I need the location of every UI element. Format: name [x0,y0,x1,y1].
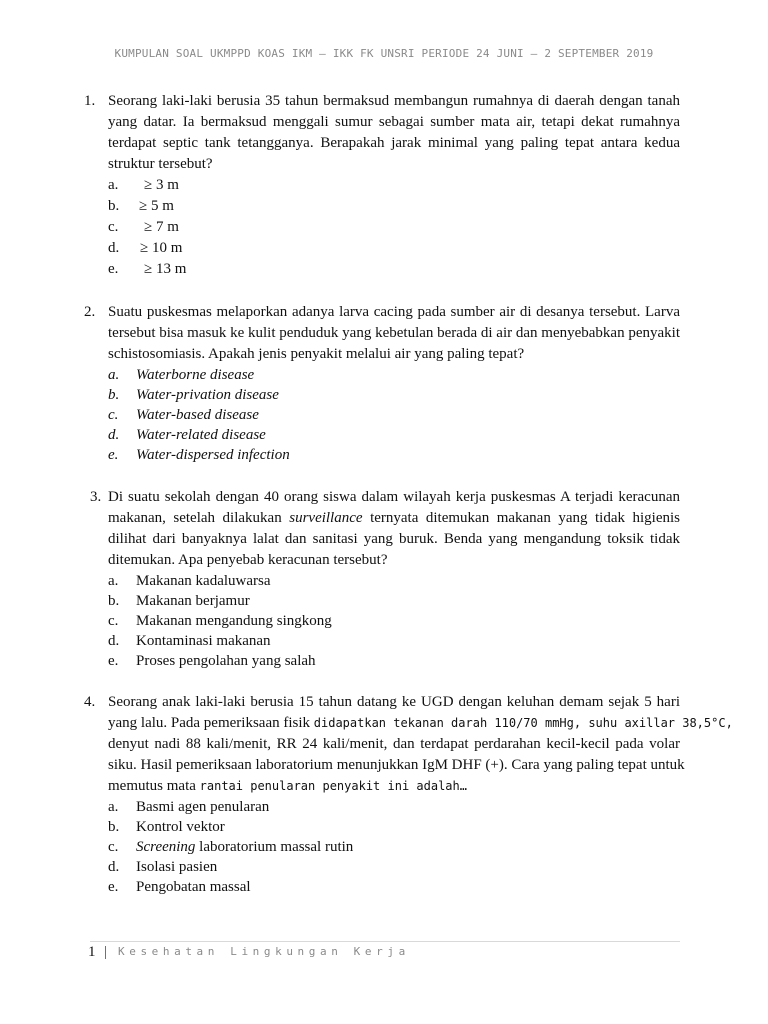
question-number: 4. [84,694,96,710]
stem-line: schistosomiasis. Apakah jenis penyakit melalui air yang paling tepat? [108,346,525,362]
option-a: a. ≥ 3 m [108,177,179,193]
stem-line: yang lalu. Pada pemeriksaan fisik didapatkan tekanan darah 110/70 mmHg, suhu axillar 38,5°C, [108,715,733,731]
option-a: a. Makanan kadaluwarsa [108,573,271,589]
stem-line: memutus mata rantai penularan penyakit ini adalah… [108,778,467,794]
stem-line: denyut nadi 88 kali/menit, RR 24 kali/menit, dan terdapat perdarahan kecil-kecil pada volar [108,736,680,752]
stem-line: Di suatu sekolah dengan 40 orang siswa dalam wilayah kerja puskesmas A terjadi keracunan [108,489,680,505]
option-a: a. Waterborne disease [108,367,255,383]
option-e: e. Pengobatan massal [108,879,251,895]
page-number: 1 [88,944,96,960]
footer-divider [90,941,680,942]
option-d: d. Isolasi pasien [108,859,218,875]
stem-line: dilihat dari banyaknya lalat dan sanitasi yang buruk. Benda yang mengandung toksik tidak [108,531,680,547]
option-e: e. Proses pengolahan yang salah [108,653,316,669]
option-c: c. Screening laboratorium massal rutin [108,839,354,855]
stem-line: makanan, setelah dilakukan surveillance ternyata ditemukan makanan yang tidak higienis [108,510,681,526]
question-number: 2. [84,304,96,320]
option-c: c. Makanan mengandung singkong [108,613,332,629]
option-list [108,175,680,280]
stem-line: siku. Hasil pemeriksaan laboratorium menunjukkan IgM DHF (+). Cara yang paling tepat untuk [108,757,685,773]
surveillance-term: surveillance [289,510,363,526]
stem-line: Seorang anak laki-laki berusia 15 tahun datang ke UGD dengan keluhan demam sejak 5 hari [108,694,680,710]
question-3 [84,487,680,671]
option-c: c. ≥ 7 m [108,219,179,235]
stem-line: yang datar. Ia bermaksud menggali sumur sebagai sumber mata air, tetapi dekat rumahnya [108,114,680,130]
option-c: c. Water-based disease [108,407,259,423]
screening-term: Screening [136,839,196,855]
question-number: 1. [84,93,96,109]
option-b: b. Makanan berjamur [108,593,250,609]
stem-line: Suatu puskesmas melaporkan adanya larva cacing pada sumber air di desanya tersebut. Larva [108,304,680,320]
question-stem [108,692,733,797]
stem-line: terdapat septic tank tetangganya. Berapakah jarak minimal yang paling tepat antara kedua [108,135,680,151]
option-list [108,571,680,671]
option-list [108,365,680,465]
question-1 [84,91,680,280]
page-header: KUMPULAN SOAL UKMPPD KOAS IKM – IKK FK UNSRI PERIODE 24 JUNI – 2 SEPTEMBER 2019 [114,47,654,60]
question-4 [84,692,733,897]
stem-line: tersebut bisa masuk ke kulit penduduk yang kebetulan berada di air dan menyebabkan penyakit [108,325,680,341]
question-stem [108,302,680,365]
option-b: b. ≥ 5 m [108,198,174,214]
footer-title: Kesehatan Lingkungan Kerja [118,945,410,958]
option-list [108,797,680,897]
option-b: b. Water-privation disease [108,387,279,403]
option-d: d. Kontaminasi makanan [108,633,271,649]
stem-line: ditemukan. Apa penyebab keracunan tersebut? [108,552,388,568]
stem-line: struktur tersebut? [108,156,213,172]
option-e: e. Water-dispersed infection [108,447,290,463]
option-a: a. Basmi agen penularan [108,799,270,815]
question-stem [108,487,680,571]
footer-separator: | [104,944,108,960]
question-number: 3. [90,489,102,505]
stem-line: Seorang laki-laki berusia 35 tahun bermaksud membangun rumahnya di daerah dengan tanah [108,93,680,109]
option-d: d. Water-related disease [108,427,266,443]
option-d: d. ≥ 10 m [108,240,183,256]
question-stem [108,91,680,175]
option-b: b. Kontrol vektor [108,819,225,835]
question-2 [84,302,680,465]
option-e: e. ≥ 13 m [108,261,187,277]
